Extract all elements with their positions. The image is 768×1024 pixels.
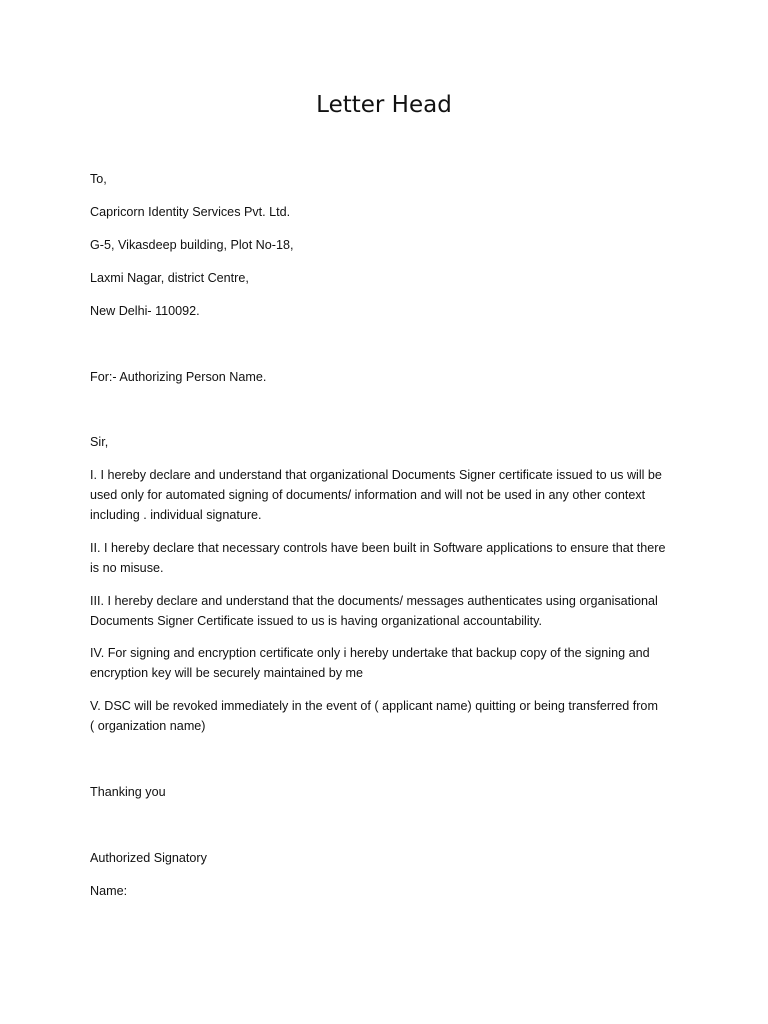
salutation-to: To, [90,172,107,186]
declaration-2 [90,538,680,578]
address-line-2: G-5, Vikasdeep building, Plot No-18, [90,238,294,252]
address-line-1: Capricorn Identity Services Pvt. Ltd. [90,205,291,219]
declaration-3-line-2: Documents Signer Certificate issued to us is having organizational accountability. [90,614,542,628]
name-label: Name: [90,884,128,898]
declaration-2-line-1: II. I hereby declare that necessary controls have been built in Software applications to ensure that there [90,541,666,555]
declaration-4-line-2: encryption key will be securely maintained by me [90,666,363,680]
greeting: Sir, [90,435,109,449]
declaration-3 [90,591,680,631]
declaration-5 [90,696,680,736]
for-line: For:- Authorizing Person Name. [90,370,267,384]
address-line-4: New Delhi- 110092. [90,304,200,318]
declaration-1-line-3: including . individual signature. [90,508,262,522]
declaration-2-line-2: is no misuse. [90,561,164,575]
declaration-1-line-2: used only for automated signing of documents/ information and will not be used in any other context [90,488,646,502]
declaration-4-line-1: IV. For signing and encryption certificate only i hereby undertake that backup copy of the signing and [90,646,650,660]
declaration-4 [90,643,680,683]
closing-line: Thanking you [90,785,166,799]
letter-head-title: Letter Head [316,92,452,118]
declaration-1-line-1: I. I hereby declare and understand that organizational Documents Signer certificate issued to us will be [90,468,662,482]
declaration-5-line-2: ( organization name) [90,719,206,733]
declaration-5-line-1: V. DSC will be revoked immediately in the event of ( applicant name) quitting or being transferred from [90,699,658,713]
declaration-3-line-1: III. I hereby declare and understand that the documents/ messages authenticates using organisational [90,594,658,608]
declaration-1 [90,465,680,525]
address-line-3: Laxmi Nagar, district Centre, [90,271,249,285]
signatory-label: Authorized Signatory [90,851,207,865]
